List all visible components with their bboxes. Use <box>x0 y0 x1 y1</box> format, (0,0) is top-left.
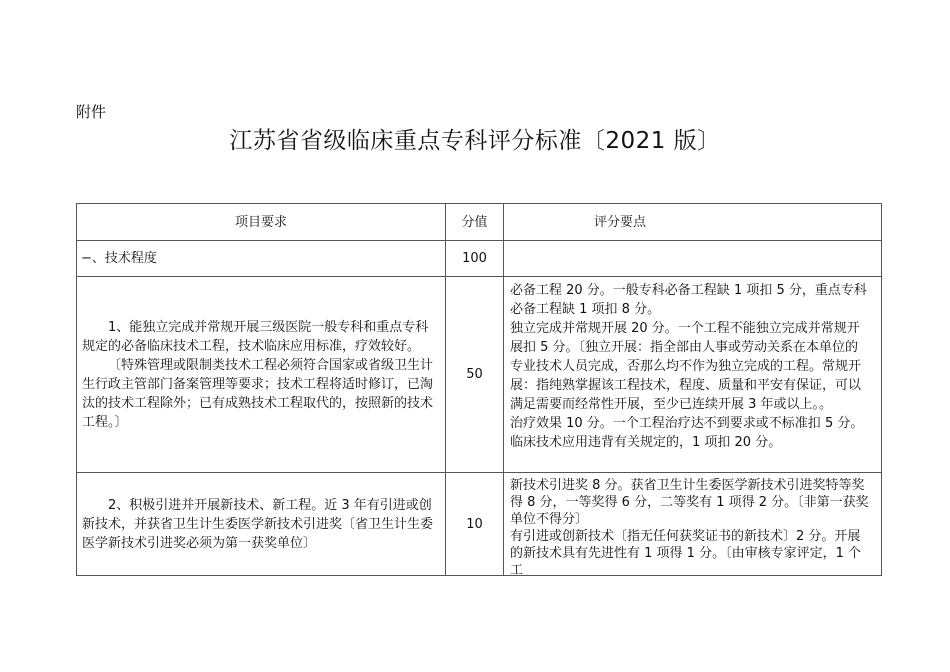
table-row <box>77 473 882 576</box>
evaluation-clip <box>510 477 871 578</box>
section-name: −、技术程度 <box>77 241 446 277</box>
header-points: 分值 <box>446 204 504 241</box>
evaluation-paragraph: 新技术引进奖 8 分。获省卫生计生委医学新技术引进奖特等奖得 8 分，一等奖得 6 分，二等奖有 1 项得 2 分。〔非第一获奖单位不得分〕 <box>510 478 869 527</box>
row-requirement <box>77 473 446 576</box>
document-title: 江苏省省级临床重点专科评分标准〔2021 版〕 <box>229 128 721 154</box>
requirement-paragraph: 1、能独立完成并常规开展三级医院一般专科和重点专科规定的必备临床技术工程，技术临床应用标准，疗效较好。 <box>82 319 429 354</box>
evaluation-paragraph: 临床技术应用违背有关规定的，1 项扣 20 分。 <box>510 435 782 450</box>
attachment-label: 附件 <box>76 103 107 121</box>
row-points: 10 <box>446 473 504 576</box>
row-points: 50 <box>446 277 504 473</box>
evaluation-paragraph: 有引进或创新技术〔指无任何获奖证书的新技术〕2 分。开展的新技术具有先进性有 1 项得 1 分。〔由审核专家评定，1 个工 <box>510 529 861 578</box>
requirement-paragraph: 2、积极引进并开展新技术、新工程。近 3 年有引进或创新技术，并获省卫生计生委医学新技术引进奖〔省卫生计生委医学新技术引进奖必须为第一获奖单位〕 <box>82 497 434 551</box>
table-header-row <box>77 204 882 241</box>
section-points: 100 <box>446 241 504 277</box>
table-row <box>77 277 882 473</box>
requirement-paragraph: 〔特殊管理或限制类技术工程必须符合国家或省级卫生计生行政主管部门备案管理等要求；技术工程将适时修订，已淘汰的技术工程除外；已有成熟技术工程取代的，按照新的技术工程。〕 <box>82 357 434 430</box>
evaluation-paragraph: 独立完成并常规开展 20 分。一个工程不能独立完成并常规开展扣 5 分。〔独立开展：指全部由人事或劳动关系在本单位的专业技术人员完成，否那么均不作为独立完成的工程。常规开展：指纯熟掌握该工程技术，程度、质量和平安有保证，可以满足需要而经常性开展，至少已连续开展 3 年或以上。。 <box>510 321 862 412</box>
row-evaluation <box>504 277 882 473</box>
row-evaluation <box>504 473 882 576</box>
row-requirement <box>77 277 446 473</box>
header-evaluation: 评分要点 <box>504 204 882 241</box>
scoring-table <box>76 203 882 576</box>
evaluation-paragraph: 治疗效果 10 分。一个工程治疗达不到要求或不标准扣 5 分。 <box>510 416 864 431</box>
header-requirement: 项目要求 <box>77 204 446 241</box>
evaluation-paragraph: 必备工程 20 分。一般专科必备工程缺 1 项扣 5 分，重点专科必备工程缺 1 项扣 8 分。 <box>510 283 867 317</box>
section-evaluation-empty <box>504 241 882 277</box>
section-row <box>77 241 882 277</box>
